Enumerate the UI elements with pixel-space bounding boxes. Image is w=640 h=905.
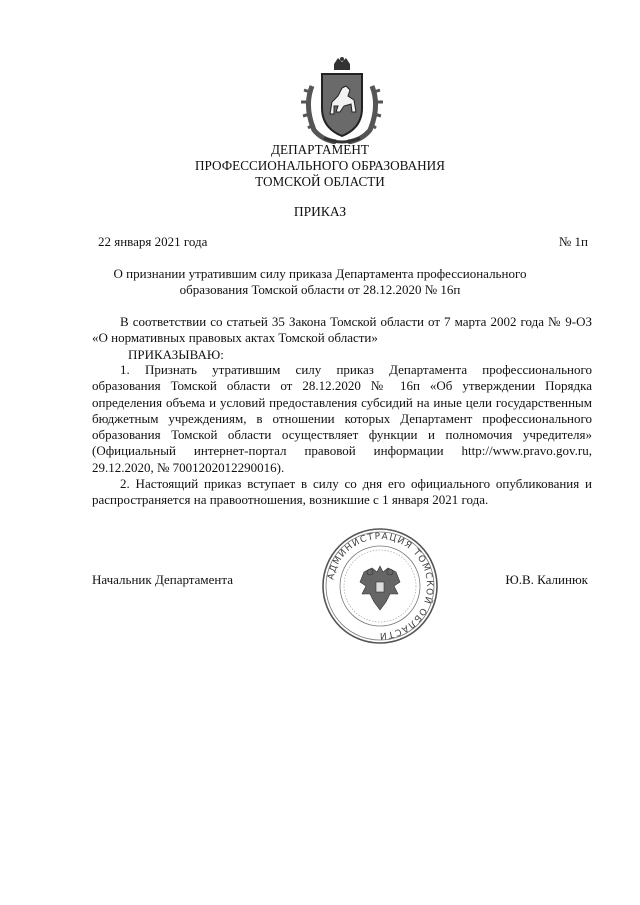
subject-line-2: образования Томской области от 28.12.2020 № 16п bbox=[179, 282, 461, 297]
document-subject bbox=[60, 266, 580, 298]
document-type: ПРИКАЗ bbox=[293, 204, 347, 219]
subject-line-1: О признании утратившим силу приказа Департамента профессионального bbox=[113, 266, 527, 281]
department-line-2: ПРОФЕССИОНАЛЬНОГО ОБРАЗОВАНИЯ bbox=[195, 158, 445, 173]
seal-legend: АДМИНИСТРАЦИЯ ТОМСКОЙ ОБЛАСТИ bbox=[326, 531, 435, 641]
department-line-1: ДЕПАРТАМЕНТ bbox=[271, 142, 369, 157]
document-date: 22 января 2021 года bbox=[98, 234, 208, 249]
preamble-paragraph: В соответствии со статьей 35 Закона Томской области от 7 марта 2002 года № 9-ОЗ «О нормативных правовых актах Томской области» bbox=[92, 314, 592, 346]
signer-position: Начальник Департамента bbox=[92, 572, 233, 587]
department-name bbox=[0, 142, 640, 190]
clause-1: 1. Признать утратившим силу приказ Департамента профессионального образования Томской области от 28.12.2020 № 16п «Об утверждении Порядка определения объема и условий предоставления субсидий на иные цели государственным бюджетным учреждениям, в отношении которых Департамент профессионального образования Томской области осуществляет функции и полномочия учредителя» (Официальный интернет-портал правовой информации http://www.pravo.gov.ru, 29.12.2020, № 7001202012290016). bbox=[92, 362, 592, 475]
signer-name: Ю.В. Калинюк bbox=[505, 572, 588, 587]
official-seal-icon bbox=[320, 526, 440, 646]
clause-2: 2. Настоящий приказ вступает в силу со дня его официального опубликования и распространяется на правоотношения, возникшие с 1 января 2021 года. bbox=[92, 476, 592, 508]
document-number: № 1п bbox=[558, 234, 588, 249]
department-line-3: ТОМСКОЙ ОБЛАСТИ bbox=[255, 174, 385, 189]
decree-word: ПРИКАЗЫВАЮ: bbox=[128, 347, 224, 362]
tomsk-region-coat-of-arms-icon bbox=[296, 56, 388, 144]
